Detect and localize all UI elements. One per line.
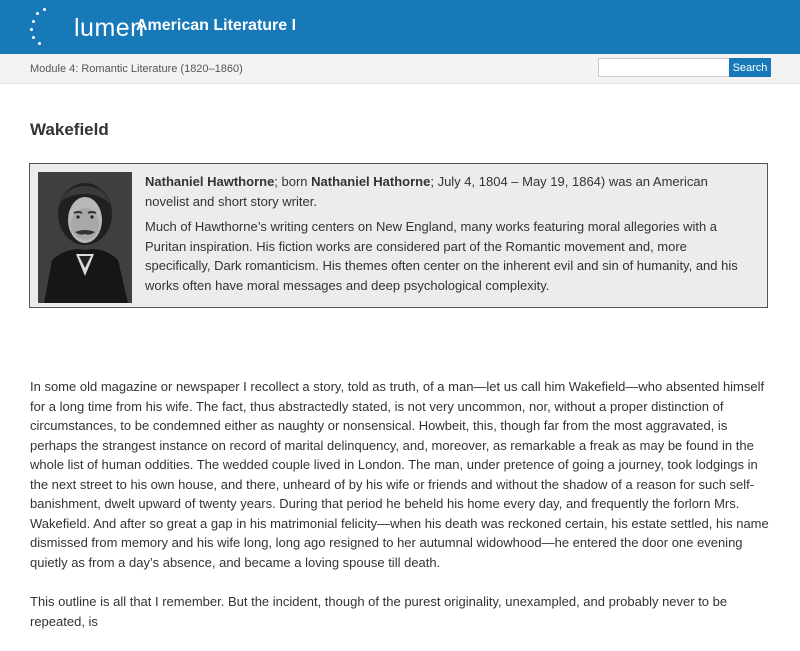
breadcrumb-module[interactable]: Module 4: Romantic Literature (1820–1860): [30, 63, 243, 75]
author-intro: [145, 172, 755, 211]
logo-dot: [32, 20, 35, 23]
birth-name: Nathaniel Hathorne: [311, 174, 431, 189]
separator: ; born: [274, 174, 312, 189]
top-header: [0, 0, 800, 54]
search-button[interactable]: Search: [729, 58, 771, 77]
author-info-text: [145, 172, 755, 301]
author-description: Much of Hawthorne’s writing centers on New England, many works featuring moral allegories with a Puritan inspiration. His fiction works are considered part of the Romantic movement and, more specifically, Dark romanticism. His themes often center on the inherent evil and sin of humanity, and his works often have moral messages and deep psychological complexity.: [145, 219, 738, 293]
page-title: Wakefield: [30, 120, 109, 139]
module-bar: [0, 54, 800, 84]
author-name: Nathaniel Hawthorne: [145, 174, 275, 189]
author-info-box: [29, 163, 768, 308]
author-intro-rest: ; July 4, 1804 – May 19, 1864) was an American novelist and short story writer.: [145, 174, 708, 209]
lumen-logo[interactable]: [30, 8, 145, 46]
story-paragraph: In some old magazine or newspaper I recollect a story, told as truth, of a man—let us call him Wakefield—who absented himself for a long time from his wife. The fact, thus abstractedly stated, is not very uncommon, nor, without a proper distinction of circumstances, to be condemned either as naughty or nonsensical. Howbeit, this, though far from the most aggravated, is perhaps the strangest instance on record of marital delinquency, and, moreover, as remarkable a freak as may be found in the whole list of human oddities. The wedded couple lived in London. The man, under pretence of going a journey, took lodgings in the next street to his own house, and there, unheard of by his wife or friends and without the shadow of a reason for such self-banishment, dwelt upward of twenty years. During that period he beheld his home every day, and frequently the forlorn Mrs. Wakefield. And after so great a gap in his matrimonial felicity—when his death was reckoned certain, his estate settled, his name dismissed from memory and his wife long, long ago resigned to her autumnal widowhood—he entered the door one evening quietly as from a day’s absence, and became a loving spouse till death.: [30, 379, 769, 570]
author-portrait: [38, 172, 132, 303]
logo-dot: [43, 8, 46, 11]
logo-dot: [32, 36, 35, 39]
search-input[interactable]: [598, 58, 730, 77]
logo-dot: [36, 12, 39, 15]
logo-text: lumen: [74, 14, 145, 42]
logo-dot: [38, 42, 41, 45]
story-text: [30, 377, 772, 651]
course-title[interactable]: American Literature I: [136, 17, 297, 34]
story-paragraph: This outline is all that I remember. But the incident, though of the purest originality, unexampled, and probably never to be repeated, is: [30, 594, 728, 629]
logo-dot: [30, 28, 33, 31]
